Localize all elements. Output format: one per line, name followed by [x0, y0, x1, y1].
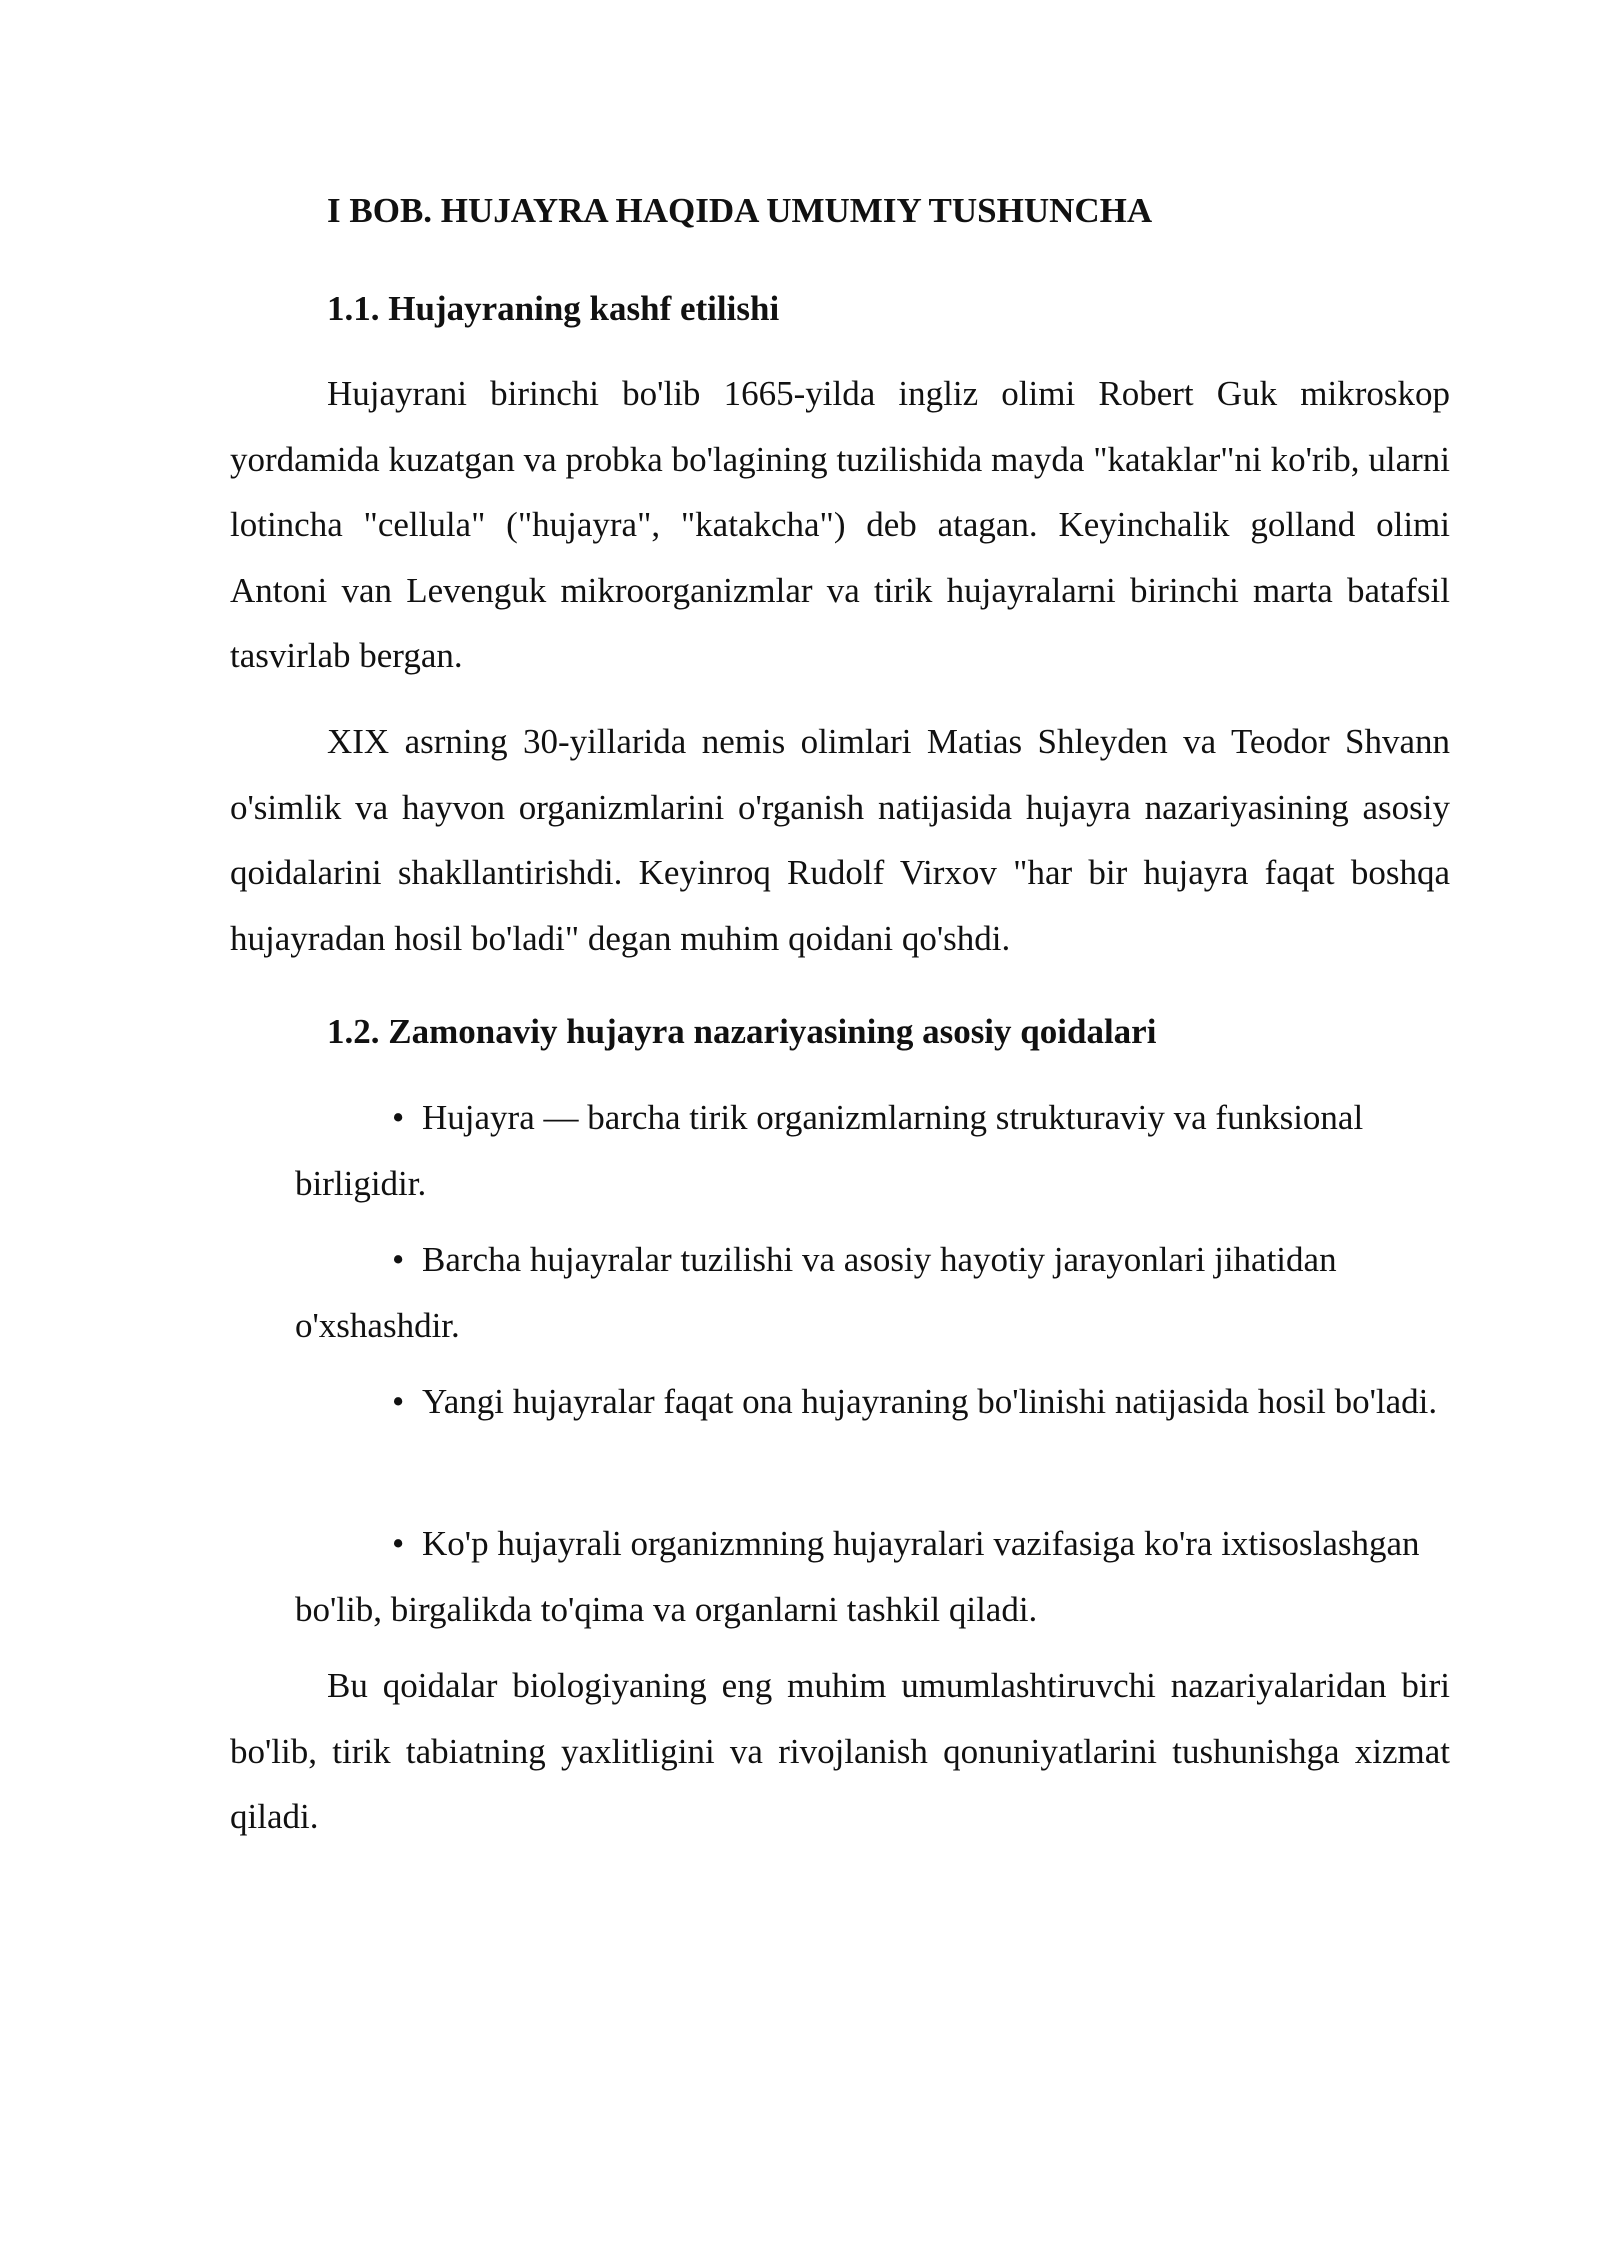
- list-item-text: Hujayra — barcha tirik organizmlarning strukturaviy va funksional birligidir.: [295, 1098, 1364, 1203]
- list-item: [295, 1369, 1450, 1435]
- bullet-icon: •: [392, 1098, 405, 1137]
- list-item: [295, 1085, 1450, 1216]
- chapter-title: I BOB. HUJAYRA HAQIDA UMUMIY TUSHUNCHA: [327, 191, 1153, 230]
- section-title-1-2: 1.2. Zamonaviy hujayra nazariyasining asosiy qoidalari: [327, 1012, 1157, 1051]
- bullet-icon: •: [392, 1524, 405, 1563]
- section-title-1-1: 1.1. Hujayraning kashf etilishi: [327, 289, 780, 328]
- paragraph-discovery: Hujayrani birinchi bo'lib 1665-yilda ingliz olimi Robert Guk mikroskop yordamida kuzatgan va probka bo'lagining tuzilishida mayda "kataklar"ni ko'rib, ularni lotincha "cellula" ("hujayra", "katakcha") deb atagan. Keyinchalik golland olimi Antoni van Levenguk mikroorganizmlar va tirik hujayralarni birinchi marta batafsil tasvirlab bergan.: [230, 374, 1450, 675]
- bullet-icon: •: [392, 1240, 405, 1279]
- list-item-text: Yangi hujayralar faqat ona hujayraning bo'linishi natijasida hosil bo'ladi.: [422, 1382, 1438, 1421]
- paragraph-cell-theory-history: XIX asrning 30-yillarida nemis olimlari Matias Shleyden va Teodor Shvann o'simlik va hayvon organizmlarini o'rganish natijasida hujayra nazariyasining asosiy qoidalarini shakllantirishdi. Keyinroq Rudolf Virxov "har bir hujayra faqat boshqa hujayradan hosil bo'ladi" degan muhim qoidani qo'shdi.: [230, 722, 1450, 958]
- list-item: [295, 1227, 1450, 1358]
- list-item-text: Ko'p hujayrali organizmning hujayralari vazifasiga ko'ra ixtisoslashgan bo'lib, birgalikda to'qima va organlarni tashkil qiladi.: [295, 1524, 1420, 1629]
- bullet-icon: •: [392, 1382, 405, 1421]
- list-item: [295, 1511, 1450, 1642]
- list-item-text: Barcha hujayralar tuzilishi va asosiy hayotiy jarayonlari jihatidan o'xshashdir.: [295, 1240, 1337, 1345]
- paragraph-conclusion: Bu qoidalar biologiyaning eng muhim umumlashtiruvchi nazariyalaridan biri bo'lib, tirik tabiatning yaxlitligini va rivojlanish qonuniyatlarini tushunishga xizmat qiladi.: [230, 1666, 1450, 1836]
